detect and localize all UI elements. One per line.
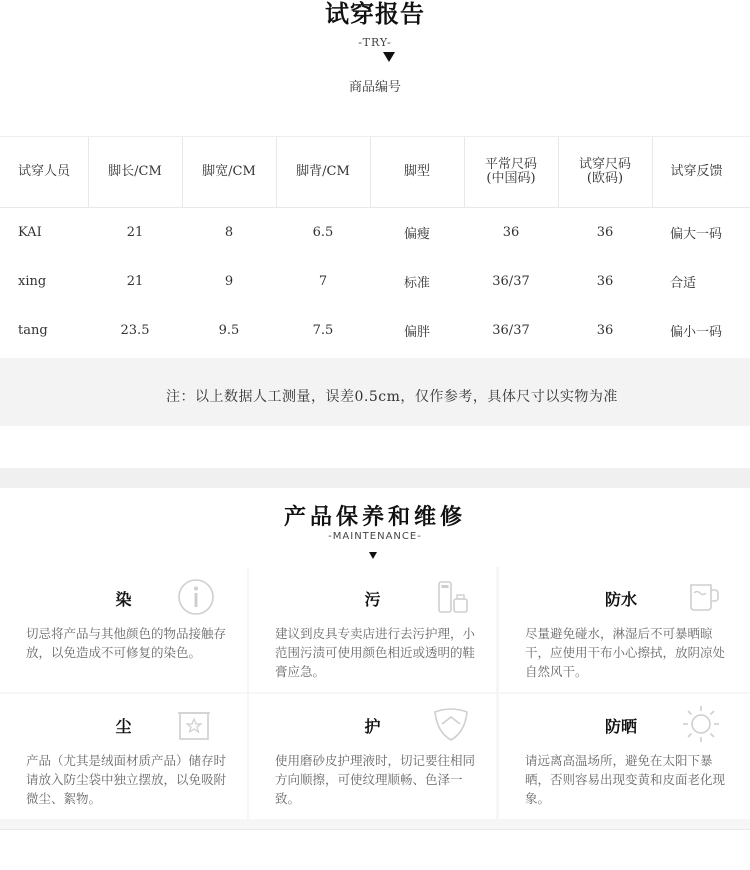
table-cell: 23.5 <box>120 323 150 338</box>
care-card-title: 护 <box>364 717 381 736</box>
maintenance-title: 产品保养和维修 <box>283 505 466 530</box>
col-header-tester: 试穿人员 <box>0 137 88 208</box>
section-subtitle: -TRY- <box>358 36 392 49</box>
table-cell: 7.5 <box>312 323 334 338</box>
maintenance-subtitle: -MAINTENANCE- <box>328 531 422 542</box>
table-cell: 36 <box>596 323 614 338</box>
table-row <box>0 208 750 258</box>
care-card-title: 污 <box>364 590 381 609</box>
table-cell: 36 <box>502 225 520 240</box>
care-card-waterproof <box>499 567 750 692</box>
table-cell: KAI <box>18 225 42 240</box>
table-cell: 21 <box>126 274 144 289</box>
table-row <box>0 306 750 355</box>
care-card-title: 尘 <box>115 717 132 736</box>
table-cell: 9 <box>224 274 234 289</box>
care-card-text: 使用磨砂皮护理液时，切记要往相同方向顺擦，可使纹理顺畅、色泽一致。 <box>275 753 476 806</box>
page-title: 试穿报告 <box>325 0 425 28</box>
product-code-label: 商品编号 <box>348 80 401 95</box>
cleaning-bottle-icon <box>433 577 473 617</box>
sun-icon <box>681 704 721 744</box>
table-cell: 偏大一码 <box>670 227 723 242</box>
measurement-note: 注：以上数据人工测量，误差0.5cm，仅作参考，具体尺寸以实物为准 <box>166 389 618 405</box>
table-cell: 偏胖 <box>403 325 430 340</box>
care-card-text: 建议到皮具专卖店进行去污护理，小范围污渍可使用颜色相近或透明的鞋膏应急。 <box>275 626 476 679</box>
care-card-title: 防晒 <box>605 717 638 736</box>
table-row <box>0 257 750 306</box>
shield-icon <box>431 704 471 744</box>
table-cell: 36 <box>596 274 614 289</box>
table-cell: 36/37 <box>492 274 530 289</box>
down-triangle-icon <box>383 52 395 62</box>
care-card-dust <box>0 694 247 819</box>
section-divider <box>0 468 750 488</box>
table-cell: 偏瘦 <box>403 227 430 242</box>
table-cell: 标准 <box>403 276 430 291</box>
care-card-title: 防水 <box>605 590 638 609</box>
col-header-trial-size: 试穿尺码 (欧码) <box>558 137 652 208</box>
cup-icon <box>683 577 723 617</box>
table-cell: xing <box>18 274 47 289</box>
table-cell: 36 <box>596 225 614 240</box>
col-header-feedback: 试穿反馈 <box>652 137 750 208</box>
down-triangle-icon <box>369 552 377 559</box>
table-cell: 8 <box>224 225 234 240</box>
table-cell: tang <box>18 323 48 338</box>
care-card-protect <box>249 694 496 819</box>
table-cell: 21 <box>126 225 144 240</box>
col-header-instep: 脚背/CM <box>276 137 370 208</box>
table-header-row <box>0 137 750 208</box>
bottom-divider <box>0 829 750 830</box>
table-cell: 36/37 <box>492 323 530 338</box>
col-header-foot-type: 脚型 <box>370 137 464 208</box>
table-cell: 偏小一码 <box>670 325 723 340</box>
care-card-text: 尽量避免碰水，淋湿后不可暴晒晾干，应使用干布小心擦拭，放阴凉处自然风干。 <box>525 626 726 679</box>
info-circle-icon <box>176 577 216 617</box>
care-card-text: 切忌将产品与其他颜色的物品接触存放，以免造成不可修复的染色。 <box>26 626 227 660</box>
care-card-dye <box>0 567 247 692</box>
care-card-text: 请远离高温场所，避免在太阳下暴晒，否则容易出现变黄和皮面老化现象。 <box>525 753 726 806</box>
table-cell: 7 <box>318 274 328 289</box>
table-cell: 9.5 <box>218 323 240 338</box>
dust-box-icon <box>174 704 214 744</box>
care-card-stain <box>249 567 496 692</box>
care-card-text: 产品（尤其是绒面材质产品）储存时请放入防尘袋中独立摆放，以免吸附微尘、絮物。 <box>26 753 227 806</box>
care-card-title: 染 <box>115 590 132 609</box>
care-card-sunproof <box>499 694 750 819</box>
col-header-foot-length: 脚长/CM <box>88 137 182 208</box>
table-cell: 6.5 <box>312 225 334 240</box>
maintenance-grid <box>0 567 750 829</box>
size-table <box>0 136 750 355</box>
table-cell: 合适 <box>670 276 697 291</box>
col-header-usual-size: 平常尺码 (中国码) <box>464 137 558 208</box>
col-header-foot-width: 脚宽/CM <box>182 137 276 208</box>
